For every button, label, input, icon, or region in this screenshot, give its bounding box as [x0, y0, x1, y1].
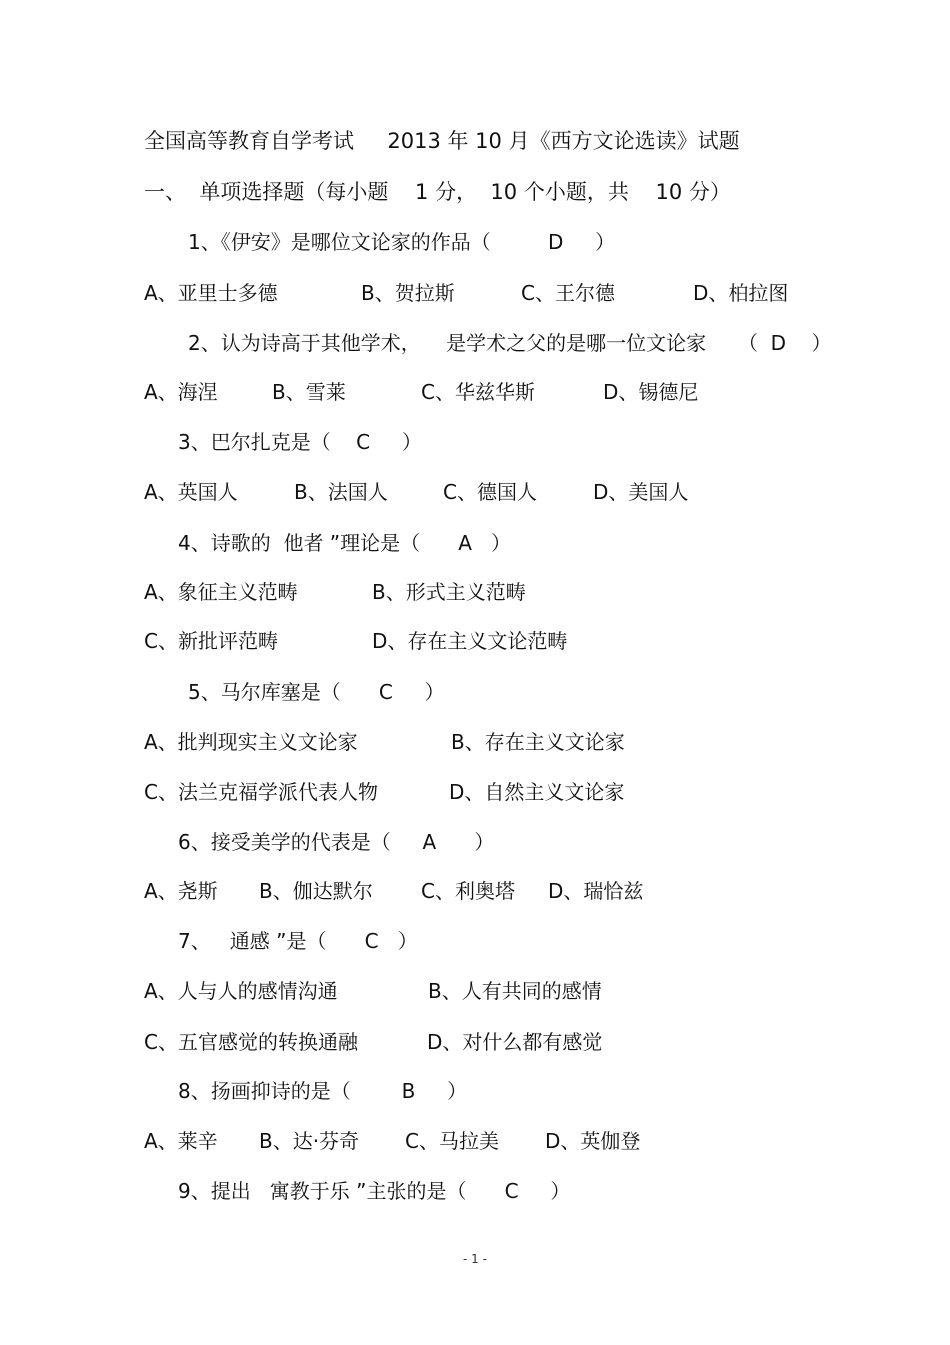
exam-title: 全国高等教育自学考试 2013 年 10 月《西方文论选读》试题	[144, 129, 740, 153]
option: D、英伽登	[545, 1129, 641, 1153]
option: B、达·芬奇	[259, 1129, 360, 1153]
option: D、柏拉图	[693, 281, 789, 305]
option: A、英国人	[144, 480, 238, 504]
question-stem: 4、诗歌的 他者 ”理论是（ A ）	[178, 531, 512, 555]
question-stem: 3、巴尔扎克是（ C ）	[178, 430, 422, 454]
option: B、贺拉斯	[361, 281, 455, 305]
option: B、雪莱	[272, 380, 346, 404]
option: A、批判现实主义文论家	[144, 730, 358, 754]
question-stem: 9、提出 寓教于乐 ”主张的是（ C ）	[178, 1179, 571, 1203]
option: D、对什么都有感觉	[427, 1030, 603, 1054]
option: A、亚里士多德	[144, 281, 278, 305]
option: B、存在主义文论家	[451, 730, 625, 754]
question-stem: 6、接受美学的代表是（ A ）	[178, 830, 495, 854]
option: B、人有共同的感情	[428, 979, 602, 1003]
question-stem: 7、 通感 ”是（ C ）	[178, 929, 418, 953]
option: C、马拉美	[405, 1129, 499, 1153]
option: D、瑞恰兹	[548, 879, 644, 903]
page-number: - 1 -	[463, 1252, 487, 1266]
question-stem: 2、认为诗高于其他学术， 是学术之父的是哪一位文论家 （ D ）	[188, 331, 832, 355]
option: C、华兹华斯	[421, 380, 535, 404]
option: B、法国人	[294, 480, 388, 504]
option: B、形式主义范畴	[372, 580, 526, 604]
question-stem: 8、扬画抑诗的是（ B ）	[178, 1079, 468, 1103]
option: A、海涅	[144, 380, 218, 404]
option: C、五官感觉的转换通融	[144, 1030, 358, 1054]
option: C、王尔德	[521, 281, 615, 305]
option: D、美国人	[593, 480, 689, 504]
option: C、法兰克福学派代表人物	[144, 780, 378, 804]
option: D、存在主义文论范畴	[372, 629, 568, 653]
option: C、德国人	[443, 480, 537, 504]
option: A、象征主义范畴	[144, 580, 298, 604]
option: C、利奥塔	[421, 879, 515, 903]
option: B、伽达默尔	[259, 879, 373, 903]
option: C、新批评范畴	[144, 629, 278, 653]
section-heading: 一、 单项选择题（每小题 1 分， 10 个小题，共 10 分）	[144, 180, 731, 204]
question-stem: 5、马尔库塞是（ C ）	[188, 680, 445, 704]
option: A、尧斯	[144, 879, 218, 903]
question-stem: 1、《伊安》是哪位文论家的作品（ D ）	[188, 230, 616, 254]
option: D、锡德尼	[603, 380, 699, 404]
option: D、自然主义文论家	[449, 780, 625, 804]
option: A、莱辛	[144, 1129, 218, 1153]
option: A、人与人的感情沟通	[144, 979, 338, 1003]
